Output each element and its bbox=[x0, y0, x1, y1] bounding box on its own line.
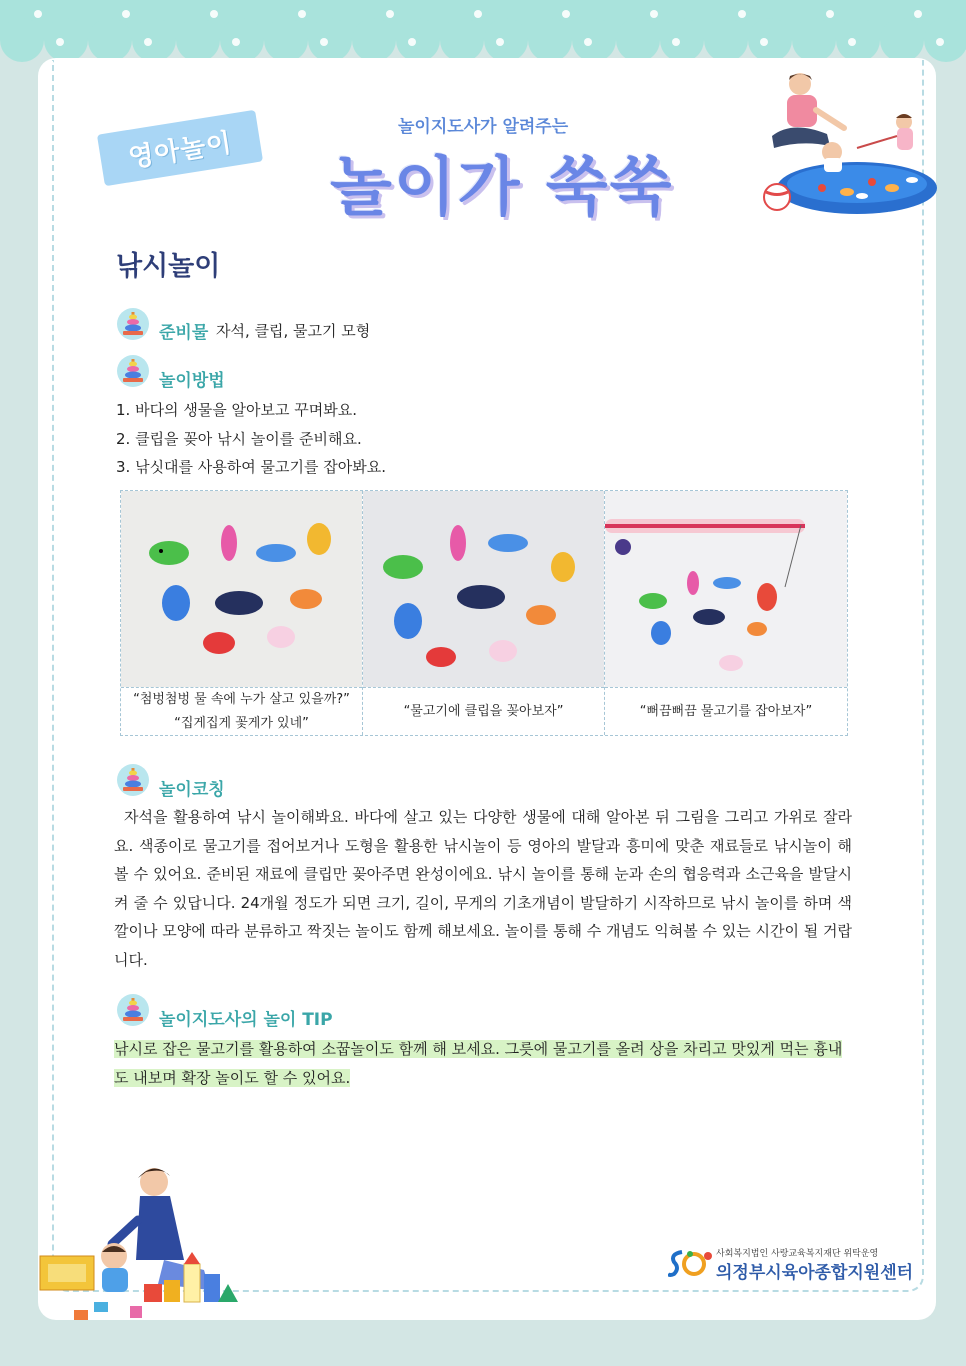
photo-caption-line: “물고기에 클립을 꽂아보자” bbox=[403, 704, 564, 719]
photo-caption bbox=[605, 687, 847, 736]
tip-label: 놀이지도사의 놀이 TIP bbox=[159, 1010, 333, 1030]
photo-caption bbox=[121, 687, 362, 736]
method-label: 놀이방법 bbox=[159, 371, 225, 391]
method-step: 2. 클립을 꽂아 낚시 놀이를 준비해요. bbox=[116, 430, 362, 448]
footer-org-operator: 사회복지법인 사랑교육복지재단 위탁운영 bbox=[716, 1249, 879, 1259]
photo-caption-line: “뻐끔뻐끔 물고기를 잡아보자” bbox=[639, 704, 813, 719]
mother-baby-blocks-illustration bbox=[34, 1160, 244, 1330]
tip-text-block bbox=[114, 1035, 852, 1092]
tip-text: 낚시로 잡은 물고기를 활용하여 소꿉놀이도 함께 해 보세요. 그릇에 물고기를 올려 상을 차리고 맛있게 먹는 흉내도 내보며 확장 놀이도 할 수 있어요. bbox=[114, 1040, 843, 1087]
stacking-rings-icon bbox=[116, 354, 150, 388]
method-step: 3. 낚싯대를 사용하여 물고기를 잡아봐요. bbox=[116, 458, 386, 476]
fishing-family-illustration bbox=[752, 70, 942, 220]
coaching-label: 놀이코칭 bbox=[159, 780, 225, 800]
header-title: 놀이가 쑥쑥 bbox=[330, 151, 674, 225]
category-tag-label: 영아놀이 bbox=[126, 127, 235, 174]
materials-text: 자석, 클립, 물고기 모형 bbox=[216, 322, 371, 340]
stacking-rings-icon bbox=[116, 307, 150, 341]
header-subtitle: 놀이지도사가 알려주는 bbox=[398, 117, 569, 137]
activity-title: 낚시놀이 bbox=[116, 251, 221, 282]
method-step: 1. 바다의 생물을 알아보고 꾸며봐요. bbox=[116, 401, 358, 419]
photo-caption-line: “첨벙첨벙 물 속에 누가 살고 있을까?” bbox=[133, 692, 350, 707]
stacking-rings-icon bbox=[116, 993, 150, 1027]
photo-caption bbox=[363, 687, 604, 736]
sea-creatures-photo bbox=[121, 491, 362, 687]
photo-gallery bbox=[120, 490, 848, 736]
fishing-rod-photo bbox=[605, 491, 847, 687]
materials-label: 준비물 bbox=[159, 323, 209, 343]
footer-org-name: 의정부시육아종합지원센터 bbox=[716, 1263, 914, 1283]
stacking-rings-icon bbox=[116, 763, 150, 797]
center-logo-icon bbox=[668, 1246, 714, 1280]
coaching-text: 자석을 활용하여 낚시 놀이해봐요. 바다에 살고 있는 다양한 생물에 대해 알아본 뒤 그림을 그리고 가위로 잘라요. 색종이로 물고기를 접어보거나 도형을 활용한 낚시놀이 등 영아의 발달과 흥미에 맞춘 재료들로 낚시놀이 해볼 수 있어요. 준비된 재료에 클립만 꽂아주면 완성이에요. 낚시 놀이를 통해 눈과 손의 협응력과 소근육을 발달시켜 줄 수 있답니다. 24개월 정도가 되면 크기, 길이, 무게의 기초개념이 발달하기 시작하므로 낚시 놀이를 하며 색깔이나 모양에 따라 분류하고 짝짓는 놀이도 함께 해보세요. 놀이를 통해 수 개념도 익혀볼 수 있는 시간이 될 거랍니다. bbox=[114, 808, 852, 969]
fish-with-clips-photo bbox=[363, 491, 604, 687]
photo-caption-line: “집게집게 꽃게가 있네” bbox=[174, 716, 309, 731]
